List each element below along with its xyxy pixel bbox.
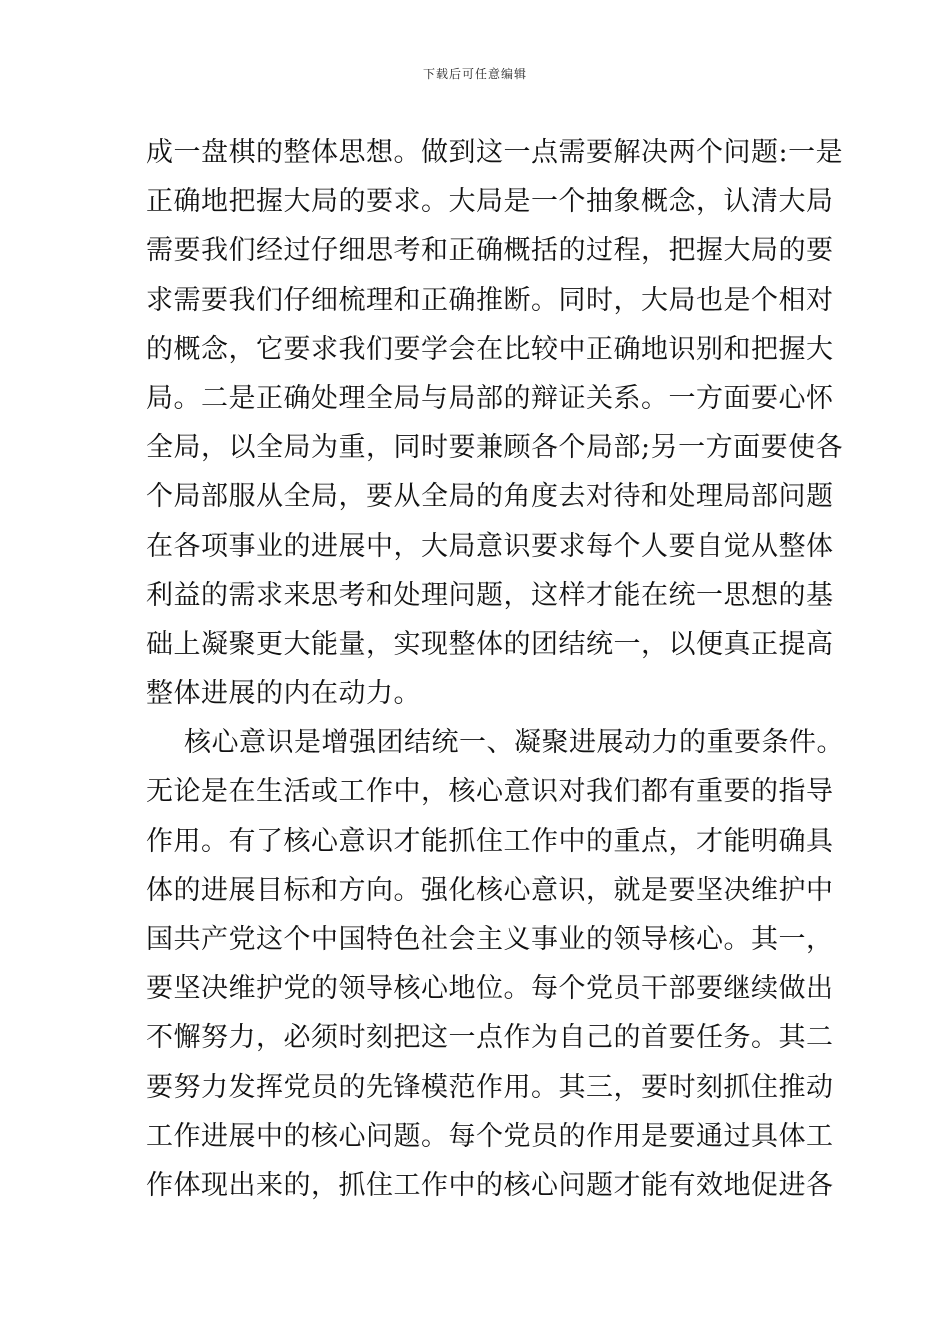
document-body (146, 128, 844, 1210)
text-line: 局。二是正确处理全局与局部的辩证关系。一方面要心怀 (146, 382, 834, 414)
text-line: 无论是在生活或工作中，核心意识对我们都有重要的指导 (146, 776, 834, 808)
text-line: 的概念，它要求我们要学会在比较中正确地识别和把握大 (146, 333, 834, 365)
text-line: 整体进展的内在动力。 (146, 678, 421, 710)
text-line: 在各项事业的进展中，大局意识要求每个人要自觉从整体 (146, 530, 834, 562)
text-line: 正确地把握大局的要求。大局是一个抽象概念，认清大局 (146, 186, 834, 218)
text-line: 作体现出来的，抓住工作中的核心问题才能有效地促进各 (146, 1169, 834, 1201)
text-line: 体的进展目标和方向。强化核心意识，就是要坚决维护中 (146, 874, 834, 906)
paragraph-start-line: 核心意识是增强团结统一、凝聚进展动力的重要条件。 (184, 727, 844, 759)
text-line: 成一盘棋的整体思想。做到这一点需要解决两个问题:一是 (146, 137, 844, 168)
text-line: 要坚决维护党的领导核心地位。每个党员干部要继续做出 (146, 973, 834, 1005)
text-line: 需要我们经过仔细思考和正确概括的过程，把握大局的要 (146, 235, 834, 267)
text-line: 础上凝聚更大能量，实现整体的团结统一，以便真正提高 (146, 628, 834, 660)
text-line: 利益的需求来思考和处理问题，这样才能在统一思想的基 (146, 579, 834, 611)
text-line: 全局，以全局为重，同时要兼顾各个局部;另一方面要使各 (146, 432, 844, 464)
text-line: 要努力发挥党员的先锋模范作用。其三，要时刻抓住推动 (146, 1071, 834, 1103)
page-header: 下载后可任意编辑 (422, 67, 527, 81)
text-line: 国共产党这个中国特色社会主义事业的领导核心。其一， (146, 924, 834, 955)
text-line: 求需要我们仔细梳理和正确推断。同时，大局也是个相对 (146, 284, 834, 316)
text-line: 作用。有了核心意识才能抓住工作中的重点，才能明确具 (146, 825, 834, 857)
text-line: 个局部服从全局，要从全局的角度去对待和处理局部问题 (146, 481, 834, 513)
text-line: 不懈努力，必须时刻把这一点作为自己的首要任务。其二 (146, 1022, 834, 1054)
text-line: 工作进展中的核心问题。每个党员的作用是要通过具体工 (146, 1120, 834, 1152)
